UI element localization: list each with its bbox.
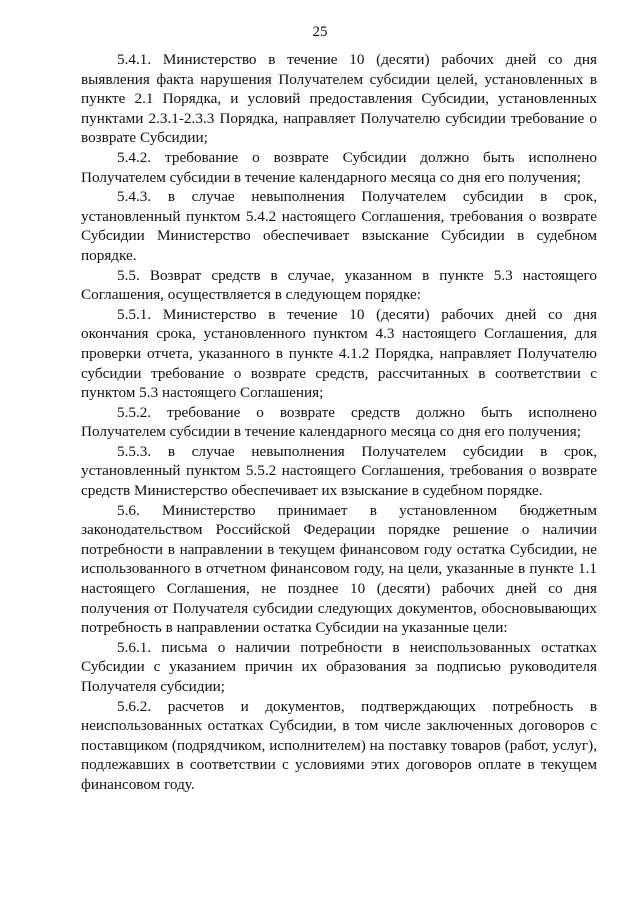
paragraph-5-5-1: 5.5.1. Министерство в течение 10 (десяти) рабочих дней со дня окончания срока, установленного пунктом 4.3 настоящего Соглашения, для проверки отчета, указанного в пункте 4.1.2 Порядка, направляет Получателю субсидии требование о возврате средств, рассчитанных в соответствии с пунктом 5.3 настоящего Соглашения; (81, 305, 597, 402)
paragraph-5-5-2: 5.5.2. требование о возврате средств должно быть исполнено Получателем субсидии в течение календарного месяца со дня его получения; (81, 403, 597, 441)
paragraph-5-5-3: 5.5.3. в случае невыполнения Получателем субсидии в срок, установленный пунктом 5.5.2 настоящего Соглашения, требования о возврате средств Министерство обеспечивает их взыскание в судебном порядке. (81, 442, 597, 500)
paragraph-5-4-1: 5.4.1. Министерство в течение 10 (десяти) рабочих дней со дня выявления факта нарушения Получателем субсидии целей, установленных в пункте 2.1 Порядка, и условий предоставления Субсидии, установленных пунктами 2.3.1-2.3.3 Порядка, направляет Получателю субсидии требование о возврате Субсидии; (81, 51, 597, 147)
paragraph-5-6: 5.6. Министерство принимает в установленном бюджетным законодательством Российской Федерации порядке решение о наличии потребности в направлении в текущем финансовом году остатка Субсидии, не использованного в отчетном финансовом году, на цели, указанные в пункте 1.1 настоящего Соглашения, не позднее 10 (десяти) рабочих дней со дня получения от Получателя субсидии следующих документов, обосновывающих потребность в направлении остатка Субсидии на указанные цели: (81, 501, 597, 637)
paragraph-5-6-1: 5.6.1. письма о наличии потребности в неиспользованных остатках Субсидии с указанием причин их образования за подписью руководителя Получателя субсидии; (81, 638, 597, 695)
paragraph-5-4-3: 5.4.3. в случае невыполнения Получателем субсидии в срок, установленный пунктом 5.4.2 настоящего Соглашения, требования о возврате Субсидии Министерство обеспечивает взыскание Субсидии в судебном порядке. (81, 188, 597, 264)
page-number: 25 (312, 24, 328, 40)
paragraph-5-4-2: 5.4.2. требование о возврате Субсидии должно быть исполнено Получателем субсидии в течение календарного месяца со дня его получения; (81, 148, 597, 186)
paragraph-5-6-2: 5.6.2. расчетов и документов, подтверждающих потребность в неиспользованных остатках Субсидии, в том числе заключенных договоров с поставщиком (подрядчиком, исполнителем) на поставку товаров (работ, услуг), подлежавших в соответствии с условиями этих договоров оплате в текущем финансовом году. (81, 697, 597, 793)
paragraph-5-5: 5.5. Возврат средств в случае, указанном в пункте 5.3 настоящего Соглашения, осуществляется в следующем порядке: (81, 266, 597, 304)
document-body (81, 50, 597, 795)
